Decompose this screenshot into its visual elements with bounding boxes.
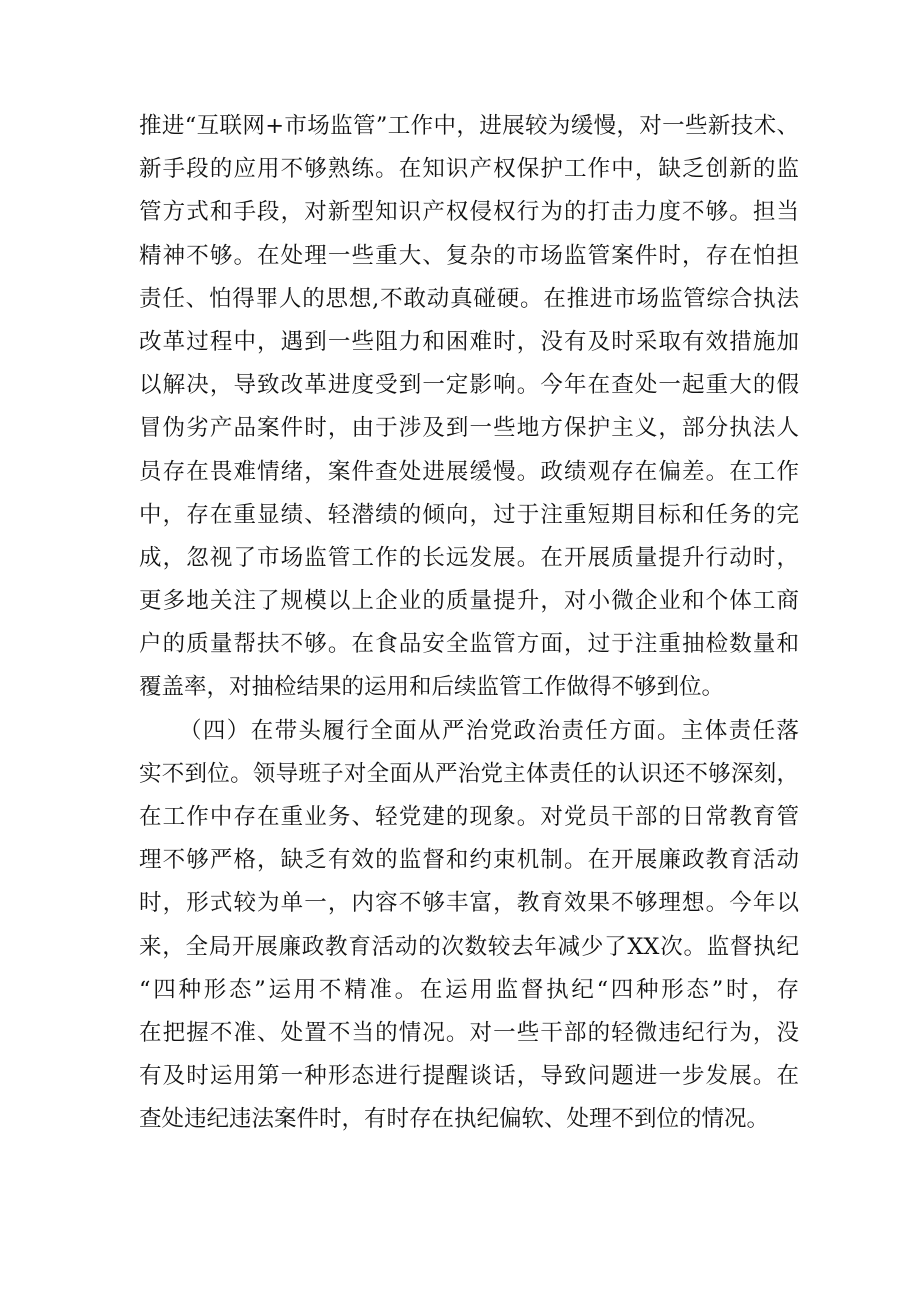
text-line: 在把握不准、处置不当的情况。对一些干部的轻微违纪行为，没: [139, 1019, 799, 1046]
text-line: 有及时运用第一种形态进行提醒谈话，导致问题进一步发展。在: [139, 1063, 799, 1090]
text-line: 管方式和手段，对新型知识产权侵权行为的打击力度不够。担当: [139, 199, 799, 226]
text-line: 精神不够。在处理一些重大、复杂的市场监管案件时，存在怕担: [139, 242, 799, 269]
text-line: 推进“互联网+市场监管”工作中，进展较为缓慢，对一些新技术、: [139, 113, 799, 139]
text-line: 在工作中存在重业务、轻党建的现象。对党员干部的日常教育管: [139, 804, 799, 830]
text-line: 冒伪劣产品案件时，由于涉及到一些地方保护主义，部分执法人: [139, 415, 799, 442]
text-line: 员存在畏难情绪，案件查处进展缓慢。政绩观存在偏差。在工作: [139, 458, 799, 485]
text-line: 来，全局开展廉政教育活动的次数较去年减少了XX次。监督执纪: [139, 933, 799, 960]
text-line: 时，形式较为单一，内容不够丰富，教育效果不够理想。今年以: [139, 890, 799, 917]
text-line: 责任、怕得罪人的思想,不敢动真碰硬。在推进市场监管综合执法: [139, 285, 799, 312]
text-line: 覆盖率，对抽检结果的运用和后续监管工作做得不够到位。: [139, 674, 725, 701]
body-text: [139, 105, 799, 1142]
section-heading-line: （四）在带头履行全面从严治党政治责任方面。主体责任落: [179, 717, 799, 744]
text-line: 中，存在重显绩、轻潜绩的倾向，过于注重短期目标和任务的完: [139, 501, 799, 528]
text-line: 更多地关注了规模以上企业的质量提升，对小微企业和个体工商: [139, 588, 799, 615]
text-line: 成，忽视了市场监管工作的长远发展。在开展质量提升行动时，: [139, 544, 799, 571]
text-line: 新手段的应用不够熟练。在知识产权保护工作中，缺乏创新的监: [139, 156, 799, 183]
text-line: 查处违纪违法案件时，有时存在执纪偏软、处理不到位的情况。: [139, 1106, 770, 1133]
text-line: “四种形态”运用不精准。在运用监督执纪“四种形态”时，存: [139, 976, 799, 1003]
text-line: 户的质量帮扶不够。在食品安全监管方面，过于注重抽检数量和: [139, 631, 799, 658]
text-line: 实不到位。领导班子对全面从严治党主体责任的认识还不够深刻，: [139, 760, 799, 787]
text-line: 以解决，导致改革进度受到一定影响。今年在查处一起重大的假: [139, 372, 799, 399]
text-line: 理不够严格，缺乏有效的监督和约束机制。在开展廉政教育活动: [139, 847, 799, 874]
text-line: 改革过程中，遇到一些阻力和困难时，没有及时采取有效措施加: [139, 328, 799, 355]
